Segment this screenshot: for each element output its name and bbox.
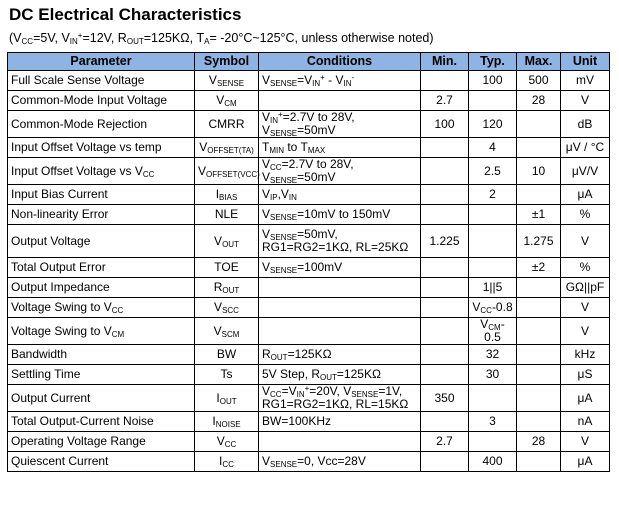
cell-parameter: Output Current — [8, 385, 195, 412]
cell-typ — [469, 205, 517, 225]
cell-typ — [469, 258, 517, 278]
header-symbol: Symbol — [195, 53, 259, 71]
cell-max — [517, 412, 561, 432]
cell-symbol: $I_{NOISE}$ — [195, 412, 259, 432]
cell-conditions: $V_{CC}=V_{IN}^+=20V$, $V_{SENSE}=1V$, RG1=RG2=1KΩ, RL=15KΩ — [259, 385, 421, 412]
cell-unit: V — [561, 91, 610, 111]
cell-symbol: $I_{CC}$ — [195, 452, 259, 472]
cell-symbol: $V_{SENSE}$ — [195, 71, 259, 91]
cell-unit: μS — [561, 365, 610, 385]
cell-min — [421, 185, 469, 205]
cell-unit: V — [561, 225, 610, 258]
cell-unit: μV/V — [561, 158, 610, 185]
table-row — [8, 365, 610, 385]
dc-characteristics-table — [7, 52, 610, 472]
cell-min — [421, 318, 469, 345]
cell-conditions — [259, 278, 421, 298]
cell-conditions: $T_{MIN}$ to $T_{MAX}$ — [259, 138, 421, 158]
table-row — [8, 278, 610, 298]
cell-typ: 4 — [469, 138, 517, 158]
cell-min — [421, 278, 469, 298]
table-row — [8, 298, 610, 318]
cell-typ: 2.5 — [469, 158, 517, 185]
cell-parameter: Input Offset Voltage vs $V_{CC}$ — [8, 158, 195, 185]
cell-typ: $V_{CC}-0.8$ — [469, 298, 517, 318]
cell-conditions: $V_{SENSE}=50mV$, RG1=RG2=1KΩ, RL=25KΩ — [259, 225, 421, 258]
cell-max — [517, 385, 561, 412]
table-row — [8, 412, 610, 432]
cell-max: 500 — [517, 71, 561, 91]
cell-conditions: 5V Step, $R_{OUT}=125K\Omega$ — [259, 365, 421, 385]
table-row — [8, 158, 610, 185]
cell-symbol: $V_{OFFSET(TA)}$ — [195, 138, 259, 158]
cell-typ: 30 — [469, 365, 517, 385]
cell-min: 100 — [421, 111, 469, 138]
cell-parameter: Common-Mode Input Voltage — [8, 91, 195, 111]
table-row — [8, 111, 610, 138]
cell-min — [421, 365, 469, 385]
cell-max: 1.275 — [517, 225, 561, 258]
cell-max — [517, 318, 561, 345]
cell-min — [421, 158, 469, 185]
header-min: Min. — [421, 53, 469, 71]
cell-typ: 3 — [469, 412, 517, 432]
cell-symbol: $V_{CC}$ — [195, 432, 259, 452]
table-row — [8, 432, 610, 452]
header-typ: Typ. — [469, 53, 517, 71]
cell-max — [517, 365, 561, 385]
table-row — [8, 205, 610, 225]
cell-min — [421, 71, 469, 91]
cell-symbol: BW — [195, 345, 259, 365]
cell-conditions — [259, 318, 421, 345]
cell-parameter: Bandwidth — [8, 345, 195, 365]
cell-symbol: $V_{OFFSET(VCC)}$ — [195, 158, 259, 185]
table-row — [8, 138, 610, 158]
cell-unit: GΩ||pF — [561, 278, 610, 298]
cell-typ: 100 — [469, 71, 517, 91]
cell-min — [421, 345, 469, 365]
cell-symbol: $I_{BIAS}$ — [195, 185, 259, 205]
cell-parameter: Input Offset Voltage vs temp — [8, 138, 195, 158]
cell-unit: V — [561, 298, 610, 318]
cell-min: 2.7 — [421, 432, 469, 452]
cell-parameter: Output Voltage — [8, 225, 195, 258]
cell-parameter: Common-Mode Rejection — [8, 111, 195, 138]
cell-symbol: NLE — [195, 205, 259, 225]
cell-symbol: $R_{OUT}$ — [195, 278, 259, 298]
cell-typ: 32 — [469, 345, 517, 365]
cell-max — [517, 111, 561, 138]
table-row — [8, 258, 610, 278]
cell-parameter: Voltage Swing to $V_{CC}$ — [8, 298, 195, 318]
cell-typ: 400 — [469, 452, 517, 472]
cell-typ — [469, 225, 517, 258]
cell-unit: % — [561, 205, 610, 225]
table-row — [8, 185, 610, 205]
cell-parameter: Operating Voltage Range — [8, 432, 195, 452]
page-title: DC Electrical Characteristics — [9, 5, 242, 24]
cell-typ — [469, 432, 517, 452]
cell-symbol: CMRR — [195, 111, 259, 138]
table-row — [8, 91, 610, 111]
cell-min — [421, 298, 469, 318]
cell-max: 28 — [517, 432, 561, 452]
cell-unit: μA — [561, 385, 610, 412]
cell-min — [421, 138, 469, 158]
cell-typ: 2 — [469, 185, 517, 205]
cell-min — [421, 452, 469, 472]
table-header-row — [8, 53, 610, 71]
cell-conditions — [259, 298, 421, 318]
cell-max — [517, 345, 561, 365]
cell-unit: dB — [561, 111, 610, 138]
cell-symbol: $V_{CM}$ — [195, 91, 259, 111]
cell-min — [421, 412, 469, 432]
cell-min — [421, 205, 469, 225]
cell-conditions — [259, 91, 421, 111]
cell-typ: $V_{CM}-0.5$ — [469, 318, 517, 345]
header-unit: Unit — [561, 53, 610, 71]
cell-min: 350 — [421, 385, 469, 412]
cell-conditions: BW=100KHz — [259, 412, 421, 432]
cell-parameter: Total Output-Current Noise — [8, 412, 195, 432]
cell-symbol: $V_{SCC}$ — [195, 298, 259, 318]
cell-parameter: Input Bias Current — [8, 185, 195, 205]
cell-max — [517, 298, 561, 318]
cell-symbol: TOE — [195, 258, 259, 278]
table-row — [8, 71, 610, 91]
cell-parameter: Output Impedance — [8, 278, 195, 298]
cell-min: 1.225 — [421, 225, 469, 258]
header-parameter: Parameter — [8, 53, 195, 71]
cell-parameter: Quiescent Current — [8, 452, 195, 472]
cell-conditions: $V_{IN}^+=2.7V$ to 28V, $V_{SENSE}=50mV$ — [259, 111, 421, 138]
cell-unit: μV / °C — [561, 138, 610, 158]
cell-min: 2.7 — [421, 91, 469, 111]
cell-conditions: $V_{SENSE}=0$, Vcc=28V — [259, 452, 421, 472]
table-row — [8, 318, 610, 345]
header-max: Max. — [517, 53, 561, 71]
cell-conditions: $V_{SENSE}=10mV$ to 150mV — [259, 205, 421, 225]
cell-parameter: Voltage Swing to $V_{CM}$ — [8, 318, 195, 345]
table-row — [8, 225, 610, 258]
cell-parameter: Total Output Error — [8, 258, 195, 278]
table-row — [8, 452, 610, 472]
cell-max — [517, 278, 561, 298]
cell-max: ±2 — [517, 258, 561, 278]
cell-symbol: $V_{SCM}$ — [195, 318, 259, 345]
cell-unit: μA — [561, 452, 610, 472]
cell-max: 10 — [517, 158, 561, 185]
cell-typ: 120 — [469, 111, 517, 138]
cell-conditions: $R_{OUT}=125K\Omega$ — [259, 345, 421, 365]
cell-max — [517, 452, 561, 472]
cell-typ — [469, 91, 517, 111]
cell-unit: V — [561, 318, 610, 345]
cell-conditions: $V_{IP},V_{IN}$ — [259, 185, 421, 205]
cell-unit: kHz — [561, 345, 610, 365]
cell-conditions — [259, 432, 421, 452]
cell-parameter: Full Scale Sense Voltage — [8, 71, 195, 91]
cell-unit: nA — [561, 412, 610, 432]
test-conditions-note: ($V_{CC}=5V$, $V_{IN}^+=12V$, $R_{OUT}=125K\Omega$, $T_A=$ -20°C~125°C, unless otherwise noted) — [9, 31, 434, 46]
cell-symbol: Ts — [195, 365, 259, 385]
cell-typ — [469, 385, 517, 412]
cell-max: 28 — [517, 91, 561, 111]
cell-unit: μA — [561, 185, 610, 205]
cell-conditions: $V_{CC}=2.7V$ to 28V, $V_{SENSE}=50mV$ — [259, 158, 421, 185]
cell-max — [517, 185, 561, 205]
cell-unit: % — [561, 258, 610, 278]
cell-symbol: $I_{OUT}$ — [195, 385, 259, 412]
cell-max: ±1 — [517, 205, 561, 225]
header-conditions: Conditions — [259, 53, 421, 71]
table-row — [8, 385, 610, 412]
table-row — [8, 345, 610, 365]
cell-unit: V — [561, 432, 610, 452]
cell-conditions: $V_{SENSE}=V_{IN}^+ - V_{IN}^-$ — [259, 71, 421, 91]
cell-conditions: $V_{SENSE}=100mV$ — [259, 258, 421, 278]
cell-min — [421, 258, 469, 278]
cell-max — [517, 138, 561, 158]
cell-parameter: Non-linearity Error — [8, 205, 195, 225]
cell-parameter: Settling Time — [8, 365, 195, 385]
cell-symbol: $V_{OUT}$ — [195, 225, 259, 258]
cell-unit: mV — [561, 71, 610, 91]
cell-typ: 1||5 — [469, 278, 517, 298]
